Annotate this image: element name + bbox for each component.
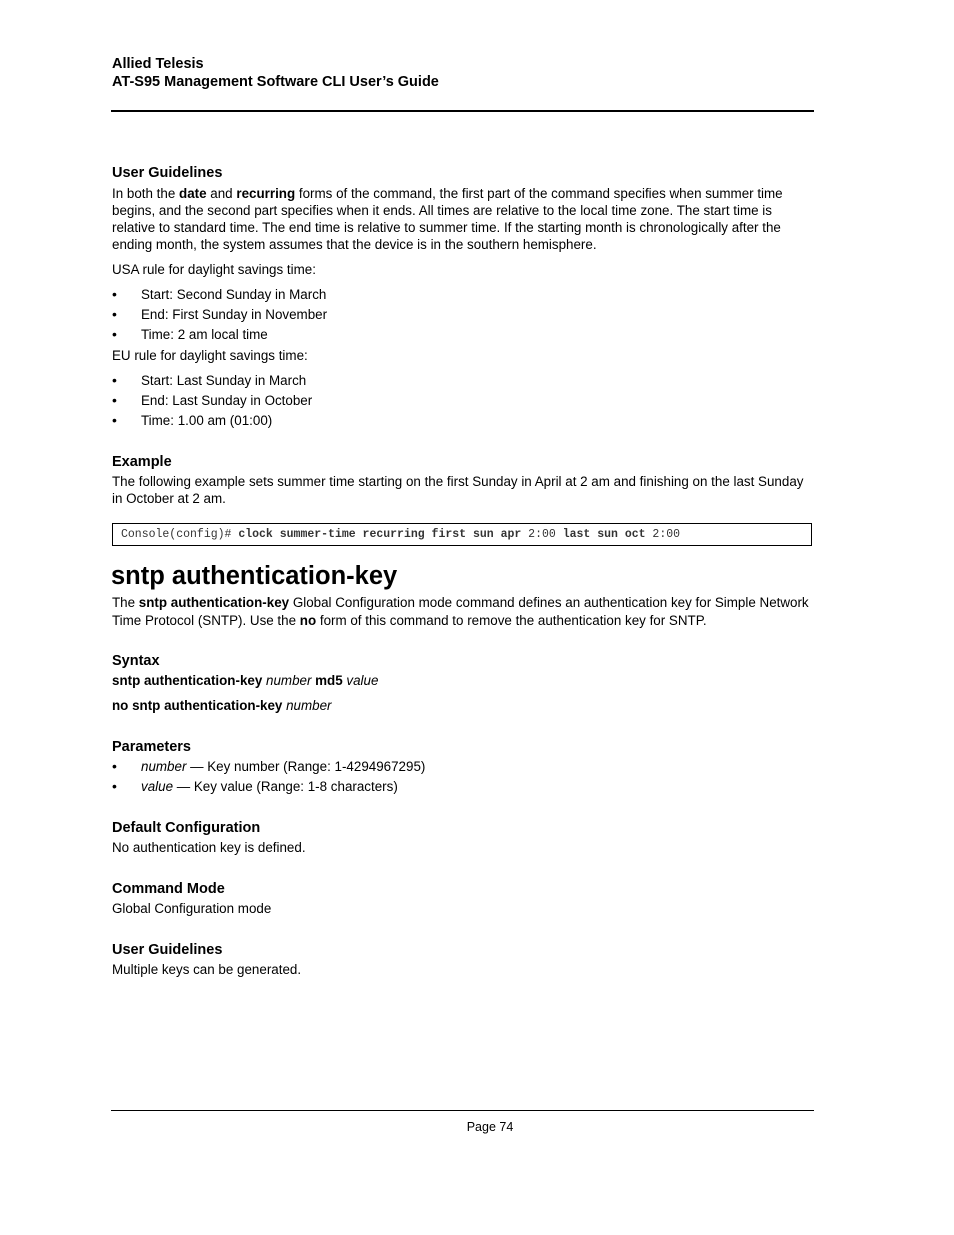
user-guidelines-paragraph [112,185,814,253]
bullet-icon: • [112,778,117,794]
text-run: number [286,698,332,713]
text-run: The [112,595,139,610]
user-guidelines-heading: User Guidelines [112,942,223,958]
syntax-heading: Syntax [112,653,160,669]
text-run: In both the [112,186,180,201]
text-run: — Key value (Range: 1-8 characters) [173,779,398,794]
text-run: no [299,613,317,628]
eu-rule-intro: EU rule for daylight savings time: [112,348,308,363]
bullet-icon: • [112,306,117,322]
footer-rule [111,1110,814,1111]
text-run: last sun oct [562,528,646,541]
header-company: Allied Telesis [112,56,204,72]
command-intro [112,594,814,630]
text-run: no sntp authentication-key [112,698,287,713]
text-run: forms of the command, the first part of the command specifies when summer time begins, and the second part specifies when it ends. All times are relative to the local time zone. The start time is relative to standard time. The end time is relative to summer time. If the starting month is chronologically after the ending month, the system assumes that the device is in the southern hemisphere. [112,186,783,252]
bullet-icon: • [112,758,117,774]
text-run: date [179,186,207,201]
command-title: sntp authentication-key [111,562,398,590]
text-run: number [266,673,312,688]
text-run: 2:00 [521,528,563,541]
header-guide-title: AT-S95 Management Software CLI User’s Guide [112,74,439,90]
example-text: The following example sets summer time starting on the first Sunday in April at 2 am and finishing on the last Sunday in October at 2 am. [112,474,804,506]
text-run: sntp authentication-key [112,673,267,688]
text-run: recurring [236,186,296,201]
text-run: number [141,759,187,774]
text-run: sntp authentication-key [138,595,290,610]
example-heading: Example [112,454,172,470]
text-run: md5 [311,673,347,688]
default-config-heading: Default Configuration [112,820,261,836]
text-run: value [141,779,174,794]
user-guidelines-heading: User Guidelines [112,165,223,181]
text-run: form of this command to remove the authentication key for SNTP. [316,613,707,628]
text-run: — Key number (Range: 1-4294967295) [186,759,426,774]
bullet-icon: • [112,286,117,302]
command-mode-text: Global Configuration mode [112,901,272,916]
default-config-text: No authentication key is defined. [112,840,306,855]
bullet-icon: • [112,372,117,388]
text-run: Console(config)# [121,528,239,541]
text-run: clock summer-time recurring first sun apr [238,528,522,541]
text-run: value [346,673,379,688]
text-run: 2:00 [645,528,681,541]
parameters-heading: Parameters [112,739,191,755]
user-guidelines-text: Multiple keys can be generated. [112,962,302,977]
usa-rule-intro: USA rule for daylight savings time: [112,262,316,277]
text-run: Global Configuration mode command defines an authentication key for Simple Network Time Protocol (SNTP). Use the [112,595,809,628]
bullet-icon: • [112,412,117,428]
text-run: and [206,186,237,201]
bullet-icon: • [112,392,117,408]
command-mode-heading: Command Mode [112,881,225,897]
bullet-icon: • [112,326,117,342]
syntax-no-line [112,697,814,714]
syntax-line [112,672,814,689]
page-number: Page 74 [466,1120,514,1134]
header-rule [111,110,814,112]
code-example [112,523,812,546]
running-header [112,55,439,91]
